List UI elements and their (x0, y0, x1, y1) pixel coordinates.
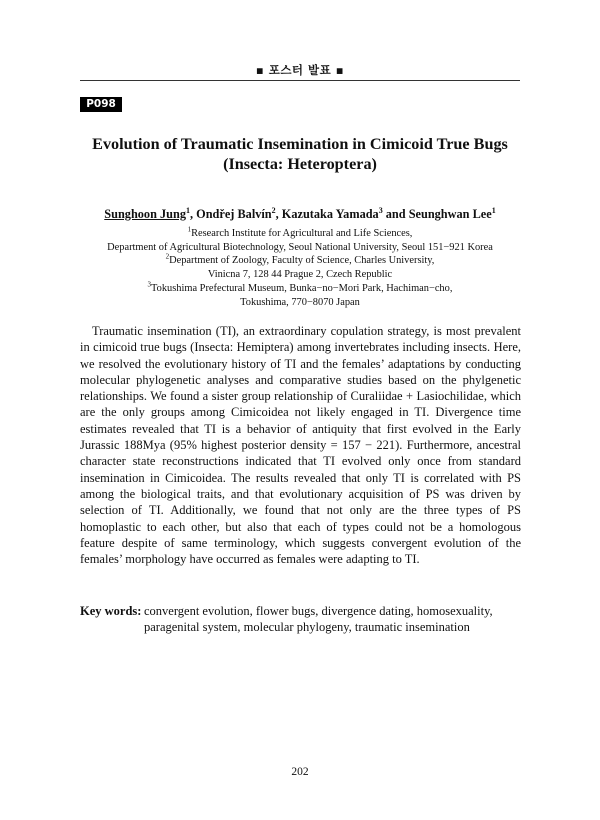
page-number: 202 (291, 766, 309, 778)
section-header: ▪ 포스터 발표 ▪ (255, 63, 345, 77)
title-line-2: (Insecta: Heteroptera) (223, 155, 377, 173)
affiliation-mark: 2 (165, 252, 170, 261)
author-list (70, 206, 530, 222)
keywords-text: convergent evolution, flower bugs, divergence dating, homosexuality, paragenital system, molecular phylogeny, traumatic insemination (144, 604, 493, 635)
affiliation-text: Department of Zoology, Faculty of Science, Charles University, (169, 255, 435, 267)
paper-code-badge: P098 (80, 97, 122, 112)
affiliation-3-line-2: Tokushima, 770−8070 Japan (240, 296, 360, 308)
author-separator: , (275, 207, 282, 221)
paper-title (80, 134, 520, 174)
author-name: Sunghoon Jung (104, 207, 186, 221)
title-line-1: Evolution of Traumatic Insemination in Cimicoid True Bugs (92, 135, 508, 153)
affiliation-1-line-1 (70, 227, 530, 241)
author-affiliation-mark: 2 (271, 205, 276, 215)
affiliation-1-line-2: Department of Agricultural Biotechnology, Seoul National University, Seoul 151−921 Korea (107, 241, 493, 253)
affiliation-text: Tokushima Prefectural Museum, Bunka−no−Mori Park, Hachiman−cho, (151, 282, 453, 294)
affiliation-3-line-1 (70, 282, 530, 296)
affiliation-mark: 1 (187, 225, 192, 234)
author-affiliation-mark: 3 (378, 205, 383, 215)
affiliation-mark: 3 (147, 280, 152, 289)
abstract-body: Traumatic insemination (TI), an extraordinary copulation strategy, is most prevalent in cimicoid true bugs (Insecta: Hemiptera) among invertebrates including insects. Here, we resolved the evolutionary history of TI and the females’ adaptations by conducting molecular phylogenetic analyses and comparative studies based on the phylgenetic relationships. We found a sister group relationship of Curaliidae + Lasiochilidae, which are the only groups among Cimicoidea not likely engaged in TI. Divergence time estimates revealed that TI is a behavior of antiquity that first evolved in the Early Jurassic 188Mya (95% highest posterior density = 157 − 221). Furthermore, ancestral character state reconstructions indicated that TI evolved only once from standard insemination in Cimicoidea. The results revealed that only TI is correlated with PS among the biological traits, and that evolutionary acquisition of PS was driven by selection of TI. Additionally, we found that not only are the three types of PS homoplastic to each other, but also that each of types could not be a homologous feature despite of same terminology, which suggests convergent evolution of the females’ morphology have occurred as females were adapting to TI. (80, 324, 521, 567)
author-separator: , (189, 207, 197, 221)
affiliation-text: Research Institute for Agricultural and Life Sciences, (191, 228, 413, 239)
affiliations (70, 227, 530, 309)
author-separator: and (382, 207, 409, 221)
author-name: Seunghwan Lee (408, 207, 492, 221)
author-name: Kazutaka Yamada (281, 207, 379, 221)
author-name: Ondřej Balvín (196, 207, 272, 221)
keywords-label: Key words: (80, 604, 142, 618)
affiliation-2-line-1 (70, 254, 530, 268)
author-affiliation-mark: 1 (491, 205, 496, 215)
header-divider (80, 80, 520, 81)
author-affiliation-mark: 1 (185, 205, 190, 215)
affiliation-2-line-2: Vinicna 7, 128 44 Prague 2, Czech Republic (207, 269, 393, 281)
